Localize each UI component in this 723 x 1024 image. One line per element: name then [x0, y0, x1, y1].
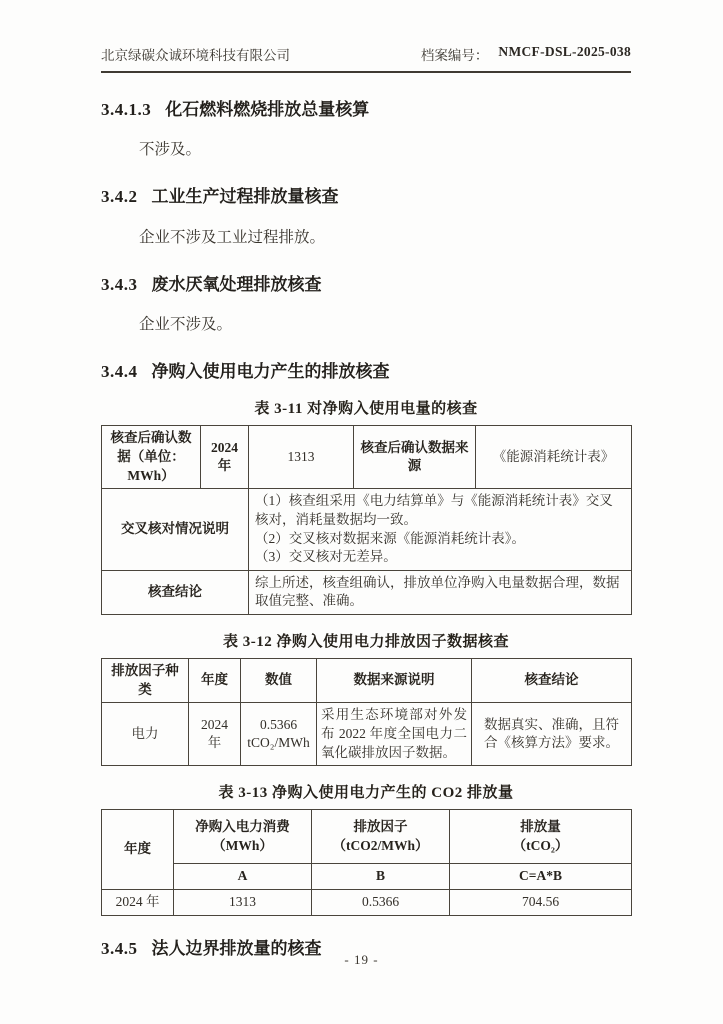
electricity-consumption-header-cell [174, 810, 312, 864]
year-header-cell: 年度 [102, 810, 174, 890]
section-title: 化石燃料燃烧排放总量核算 [165, 100, 370, 119]
page-number: - 19 - [344, 952, 379, 967]
formula-a-cell: A [174, 864, 312, 890]
section-title: 法人边界排放量的核查 [151, 938, 322, 958]
section-number: 3.4.1.3 [101, 100, 152, 119]
table-3-13 [101, 809, 632, 916]
section-body-3-4-2: 企业不涉及工业过程排放。 [139, 228, 326, 246]
factor-source-cell: 采用生态环境部对外发布 2022 年度全国电力二氧化碳排放因子数据。 [317, 703, 472, 766]
confirmed-value-cell: 1313 [249, 426, 354, 489]
cross-check-item: （1）核查组采用《电力结算单》与《能源消耗统计表》交叉核对，消耗量数据均一致。 [255, 493, 613, 527]
emission-value-cell: 704.56 [450, 889, 632, 915]
section-title: 工业生产过程排放量核查 [151, 187, 339, 207]
table-3-11 [101, 425, 632, 615]
formula-b-cell: B [312, 864, 450, 890]
factor-type-cell: 电力 [102, 703, 189, 766]
factor-unit: tCO₂/MWh [247, 735, 310, 751]
section-heading-3-4-3 [101, 274, 631, 295]
cross-check-label-cell: 交叉核对情况说明 [102, 489, 249, 571]
archive-number-label: 档案编号： [420, 48, 489, 63]
year-cell: 2024年 [189, 703, 241, 766]
section-heading-3-4-4 [101, 361, 631, 382]
cross-check-item: （2）交叉核对数据来源《能源消耗统计表》。 [255, 530, 525, 546]
value-header-cell: 数值 [241, 659, 317, 703]
section-number: 3.4.2 [101, 187, 138, 207]
column-label: 排放量 [520, 819, 561, 835]
column-label: 净购入电力消费 [195, 819, 290, 835]
table-row [102, 703, 632, 766]
column-unit: （tCO2/MWh） [332, 837, 429, 853]
column-unit: （tCO₂） [512, 837, 569, 853]
data-source-value-cell: 《能源消耗统计表》 [476, 426, 632, 489]
table-header-row [102, 810, 632, 864]
formula-c-cell: C=A*B [450, 864, 632, 890]
section-number: 3.4.5 [101, 938, 138, 958]
table-row [102, 889, 632, 915]
column-label: 排放因子 [353, 819, 408, 835]
factor-conclusion-cell: 数据真实、准确，且符合《核算方法》要求。 [472, 703, 632, 766]
table-3-13-caption: 表 3-13 净购入使用电力产生的 CO2 排放量 [218, 785, 514, 802]
cross-check-item: （3）交叉核对无差异。 [255, 549, 397, 565]
table-row [102, 570, 632, 614]
year-cell: 2024 年 [102, 889, 174, 915]
section-heading-3-4-1-3 [101, 99, 631, 120]
table-row [102, 426, 632, 489]
section-body-3-4-1-3: 不涉及。 [139, 141, 202, 159]
data-source-label-cell: 核查后确认数据来源 [354, 426, 476, 489]
section-heading-3-4-2 [101, 186, 631, 207]
table-subheader-row [102, 864, 632, 890]
conclusion-label-cell: 核查结论 [102, 570, 249, 614]
table-row [102, 489, 632, 571]
section-title: 废水厌氧处理排放核查 [151, 274, 322, 294]
emission-amount-header-cell [450, 810, 632, 864]
table-3-12 [101, 658, 632, 766]
section-number: 3.4.3 [101, 274, 138, 294]
page-header [101, 44, 631, 73]
table-3-11-caption: 表 3-11 对净购入使用电量的核查 [254, 401, 478, 418]
column-unit: （MWh） [212, 837, 273, 853]
factor-value-cell: 0.5366 [312, 889, 450, 915]
consumption-value-cell: 1313 [174, 889, 312, 915]
section-title: 净购入使用电力产生的排放核查 [151, 362, 390, 382]
confirmed-data-label-cell: 核查后确认数据（单位：MWh） [102, 426, 201, 489]
year-header-cell: 年度 [189, 659, 241, 703]
archive-number-value: NMCF-DSL-2025-038 [498, 44, 631, 59]
table-3-12-caption: 表 3-12 净购入使用电力排放因子数据核查 [223, 634, 509, 651]
factor-value: 0.5366 [259, 716, 298, 732]
company-name: 北京绿碳众诚环境科技有限公司 [101, 48, 290, 63]
year-cell: 2024年 [201, 426, 249, 489]
archive-number-group [421, 44, 631, 64]
conclusion-header-cell: 核查结论 [472, 659, 632, 703]
cross-check-detail-cell [249, 489, 632, 571]
source-header-cell: 数据来源说明 [317, 659, 472, 703]
emission-factor-header-cell [312, 810, 450, 864]
table-header-row [102, 659, 632, 703]
conclusion-text-cell: 综上所述，核查组确认，排放单位净购入电量数据合理，数据取值完整、准确。 [249, 570, 632, 614]
section-number: 3.4.4 [101, 362, 138, 382]
section-body-3-4-3: 企业不涉及。 [139, 316, 233, 334]
factor-type-header-cell: 排放因子种类 [102, 659, 189, 703]
factor-value-cell [241, 703, 317, 766]
